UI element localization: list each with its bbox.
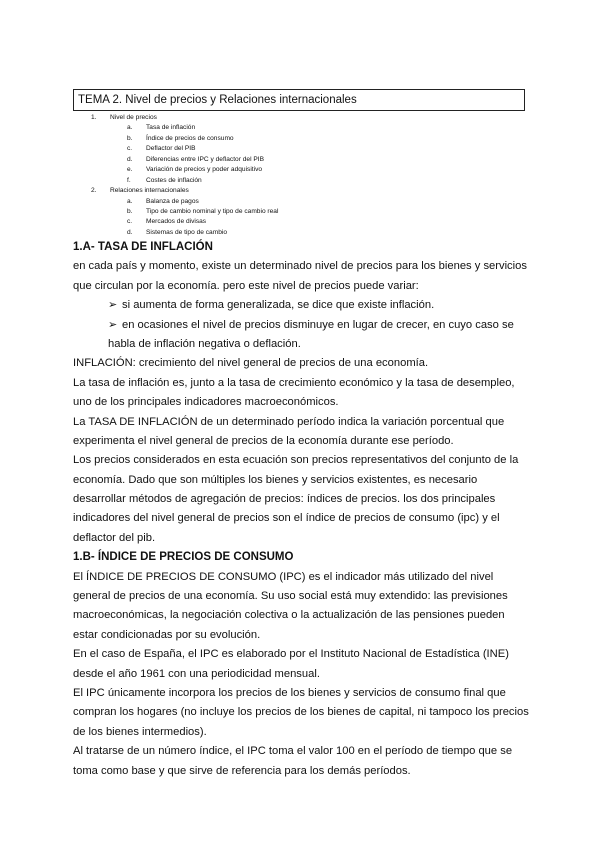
toc-item-label: Diferencias entre IPC y deflactor del PIB <box>146 155 265 163</box>
toc-item-number: a. <box>127 197 133 205</box>
paragraph-line: desde el año 1961 con una periodicidad mensual. <box>73 667 320 680</box>
toc-item-number: a. <box>127 124 133 132</box>
paragraph-line: El IPC únicamente incorpora los precios de los bienes y servicios de consumo final que <box>73 686 506 699</box>
toc-item <box>0 186 600 196</box>
table-of-contents <box>0 113 600 238</box>
toc-item-number: c. <box>127 218 133 226</box>
document-body <box>73 238 529 781</box>
toc-item <box>0 207 600 217</box>
toc-item-number: 2. <box>91 187 97 195</box>
bullet-item <box>73 316 529 335</box>
paragraph-line: de los bienes intermedios). <box>73 725 207 738</box>
toc-item-number: b. <box>127 134 133 142</box>
toc-item-number: d. <box>127 155 133 163</box>
toc-item-label: Mercados de divisas <box>146 218 207 226</box>
paragraph-line: La tasa de inflación es, junto a la tasa de crecimiento económico y la tasa de desempleo, <box>73 376 515 389</box>
paragraph-line: compran los hogares (no incluye los precios de los bienes de capital, ni tampoco los precios <box>73 706 529 719</box>
document-title: TEMA 2. Nivel de precios y Relaciones internacionales <box>73 89 525 111</box>
paragraph-line: economía. Dado que son múltiples los bienes y servicios existentes, es necesario <box>73 473 478 486</box>
toc-item <box>0 155 600 165</box>
toc-item-label: Variación de precios y poder adquisitivo <box>146 166 263 174</box>
paragraph-line: Al tratarse de un número índice, el IPC toma el valor 100 en el período de tiempo que se <box>73 745 513 758</box>
toc-item <box>0 197 600 207</box>
paragraph-line: estar condicionadas por su evolución. <box>73 628 261 641</box>
toc-item-number: c. <box>127 145 133 153</box>
toc-item <box>0 165 600 175</box>
paragraph-line: general de precios de una economía. Su uso social está muy extendido: las previsiones <box>73 590 508 603</box>
paragraph-line: uno de los principales indicadores macroeconómicos. <box>73 396 339 409</box>
bullet-text: si aumenta de forma generalizada, se dice que existe inflación. <box>122 299 435 312</box>
paragraph-line: experimenta el nivel general de precios de la economía durante ese período. <box>73 434 454 447</box>
section-heading: 1.A- TASA DE INFLACIÓN <box>73 241 213 253</box>
toc-item <box>0 113 600 123</box>
paragraph-line: El ÍNDICE DE PRECIOS DE CONSUMO (IPC) es el indicador más utilizado del nivel <box>73 570 494 583</box>
bullet-item <box>73 296 529 315</box>
toc-item-number: f. <box>127 176 131 184</box>
toc-item-label: Nivel de precios <box>110 114 157 121</box>
toc-item-label: Índice de precios de consumo <box>146 134 234 142</box>
paragraph-line: La TASA DE INFLACIÓN de un determinado período indica la variación porcentual que <box>73 415 505 428</box>
toc-item <box>0 176 600 186</box>
paragraph-line: En el caso de España, el IPC es elaborado por el Instituto Nacional de Estadística (INE) <box>73 648 509 661</box>
toc-item-label: Sistemas de tipo de cambio <box>146 228 227 236</box>
paragraph-line: desarrollar métodos de agregación de precios: índices de precios. los dos principales <box>73 493 496 506</box>
paragraph-line: deflactor del pib. <box>73 531 156 544</box>
toc-item-label: Balanza de pagos <box>146 197 199 205</box>
toc-item <box>0 123 600 133</box>
bullet-continuation: habla de inflación negativa o deflación. <box>108 337 301 350</box>
bullet-arrow-icon: ➢ <box>108 318 118 331</box>
bullet-text: en ocasiones el nivel de precios disminuye en lugar de crecer, en cuyo caso se <box>122 318 514 331</box>
toc-item <box>0 228 600 238</box>
toc-item-label: Tasa de inflación <box>146 124 196 132</box>
paragraph-line: INFLACIÓN: crecimiento del nivel general de precios de una economía. <box>73 357 429 370</box>
toc-item-label: Relaciones internacionales <box>110 187 189 195</box>
paragraph-line: toma como base y que sirve de referencia para los demás períodos. <box>73 764 411 777</box>
toc-item <box>0 217 600 227</box>
toc-item-number: 1. <box>91 114 97 121</box>
toc-item-number: e. <box>127 166 133 174</box>
paragraph-line: que circulan por la economía. pero este nivel de precios puede variar: <box>73 279 419 292</box>
toc-item <box>0 144 600 154</box>
paragraph-line: indicadores del nivel general de precios son el índice de precios de consumo (ipc) y el <box>73 512 500 525</box>
paragraph-line: macroeconómicas, la negociación colectiva o la actualización de las pensiones pueden <box>73 609 505 622</box>
section-heading: 1.B- ÍNDICE DE PRECIOS DE CONSUMO <box>73 551 294 564</box>
toc-item-label: Costes de inflación <box>146 176 202 184</box>
toc-item-number: d. <box>127 228 133 236</box>
toc-item <box>0 134 600 144</box>
paragraph-line: Los precios considerados en esta ecuación son precios representativos del conjunto de la <box>73 454 519 467</box>
paragraph-line: en cada país y momento, existe un determinado nivel de precios para los bienes y servicios <box>73 260 527 273</box>
toc-item-label: Deflactor del PIB <box>146 145 196 153</box>
toc-item-number: b. <box>127 207 133 215</box>
bullet-arrow-icon: ➢ <box>108 299 118 312</box>
toc-item-label: Tipo de cambio nominal y tipo de cambio real <box>146 207 279 215</box>
